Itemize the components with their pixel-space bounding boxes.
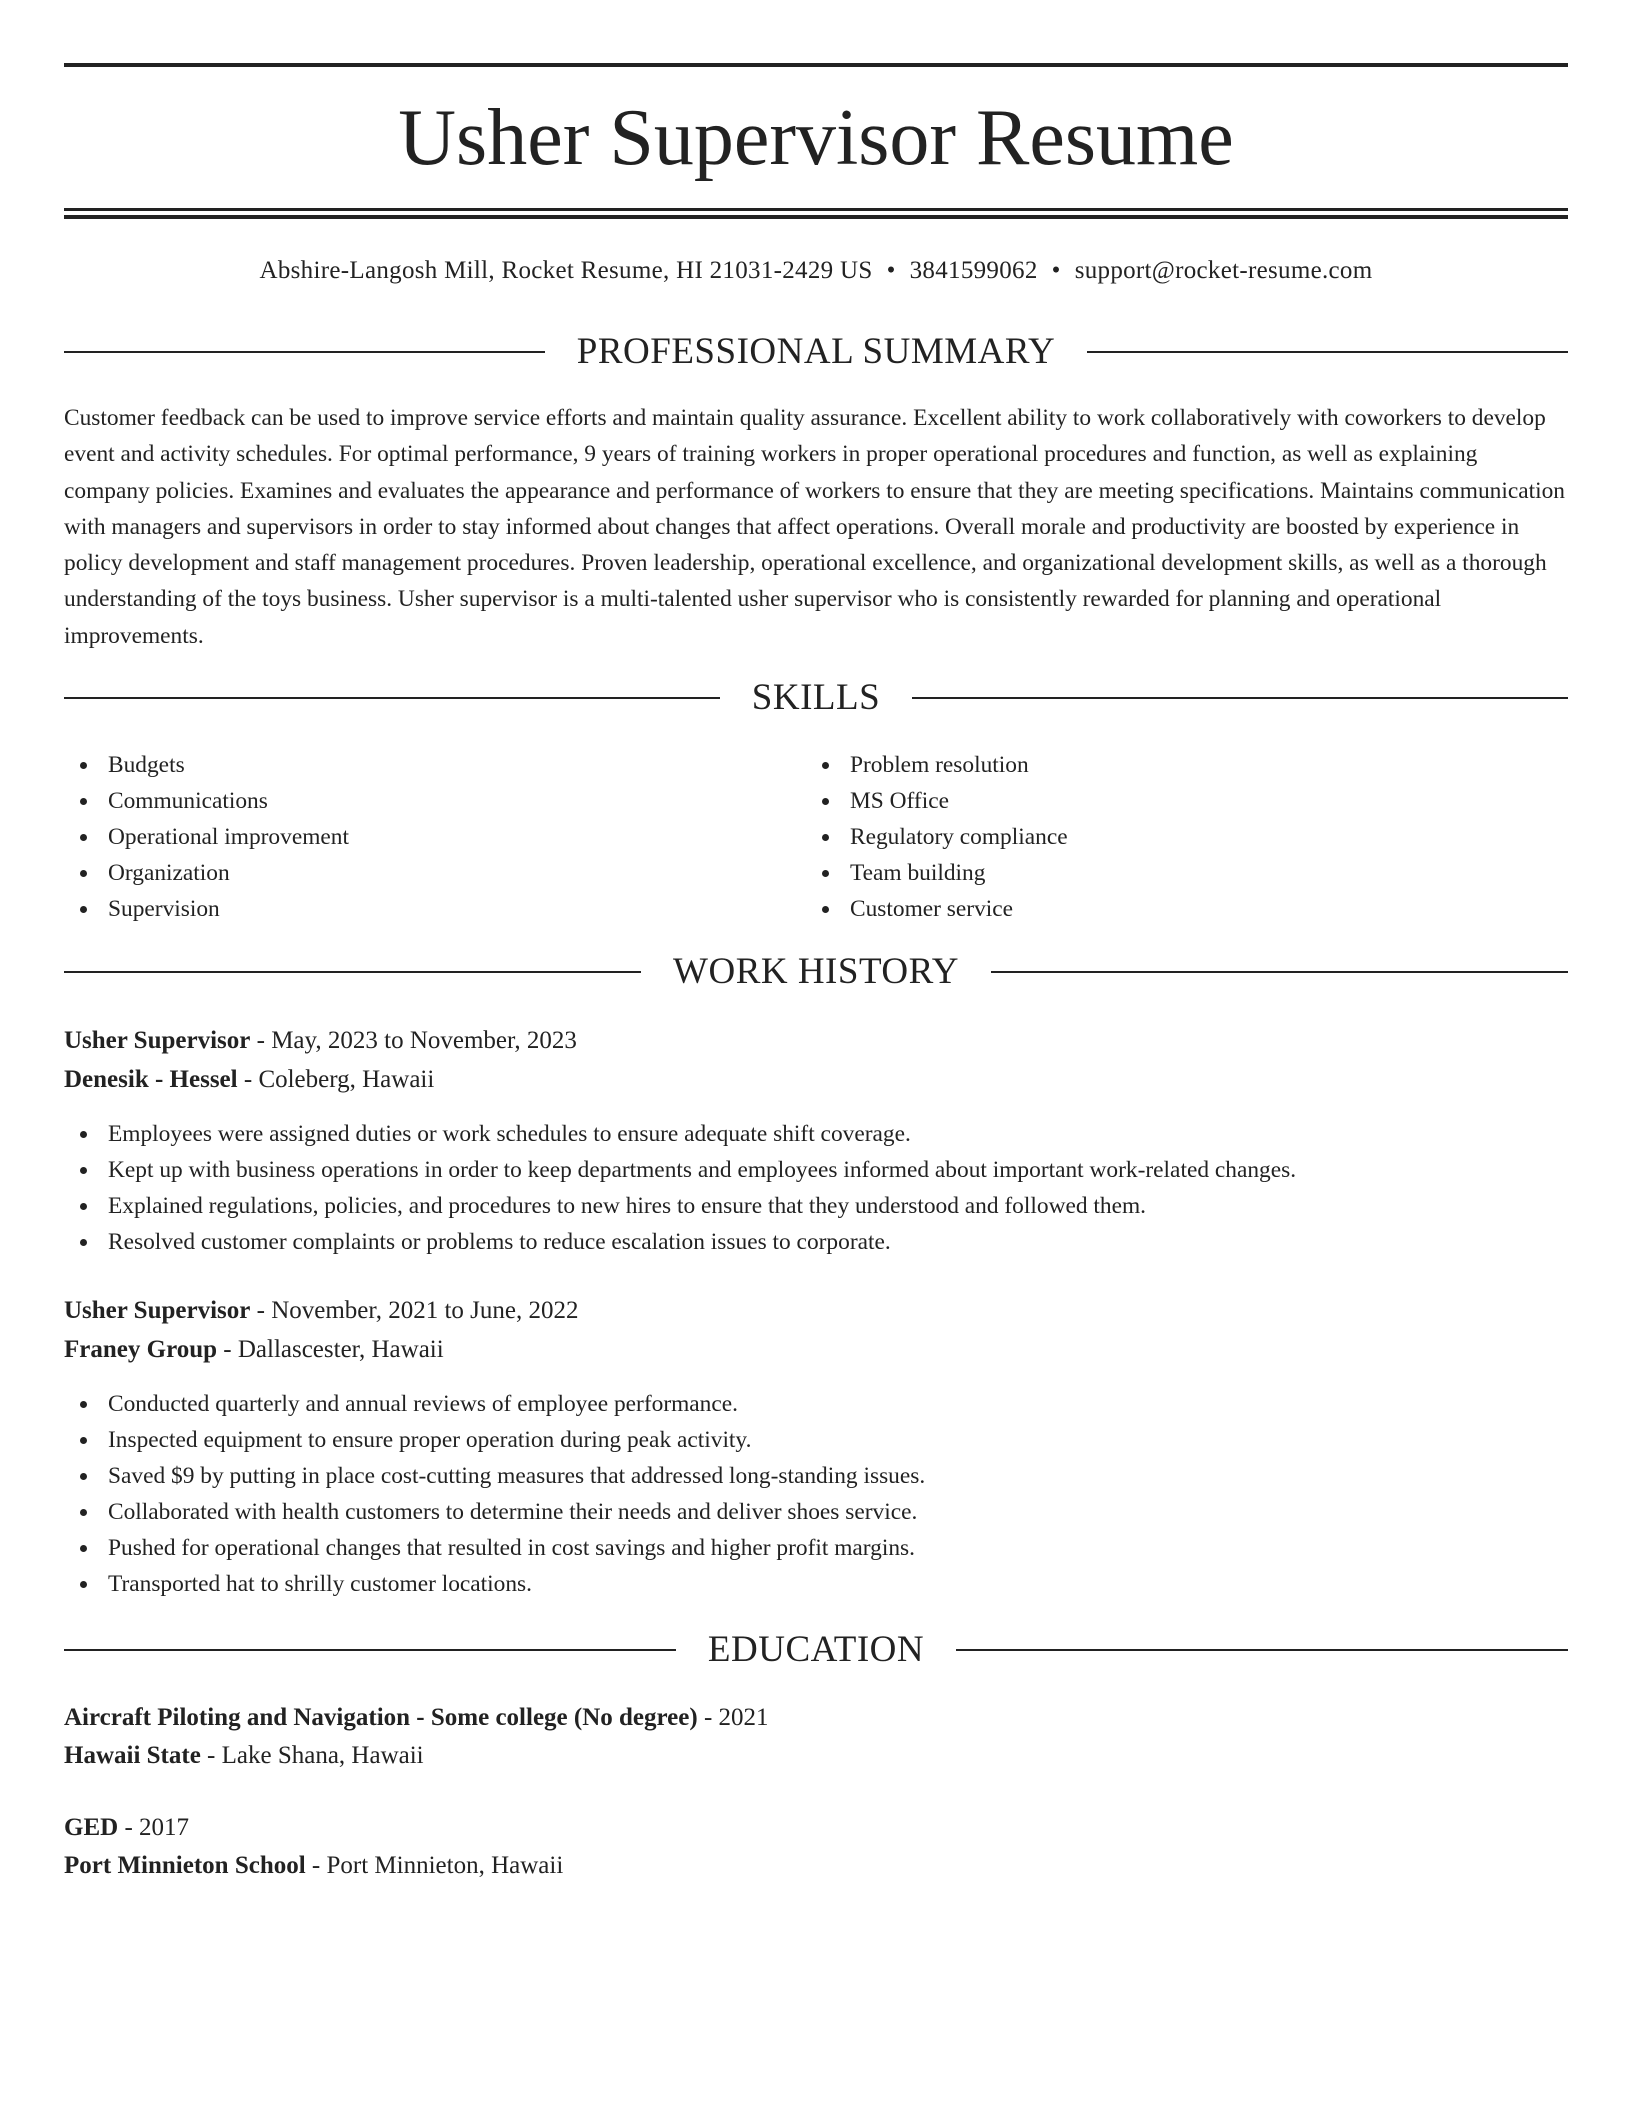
job-bullet: Saved $9 by putting in place cost-cutting measures that addressed long-standing issues. bbox=[64, 1458, 1568, 1494]
job-bullets bbox=[64, 1386, 1568, 1602]
summary-paragraph: Customer feedback can be used to improve service efforts and maintain quality assurance. Excellent ability to work collaboratively with coworkers to develop event and activity schedules. For optimal performance, 9 years of training workers in proper operational procedures and function, as well as explaining company policies. Examines and evaluates the appearance and performance of workers to ensure that they are meeting specifications. Maintains communication with managers and supervisors in order to stay informed about changes that affect operations. Overall morale and productivity are boosted by experience in policy development and staff management procedures. Proven leadership, operational excellence, and organizational development skills, as well as a thorough understanding of the toys business. Usher supervisor is a multi-talented usher supervisor who is consistently rewarded for planning and operational improvements. bbox=[64, 405, 1565, 649]
heading-rule-right bbox=[1087, 351, 1568, 353]
job-bullet: Conducted quarterly and annual reviews of employee performance. bbox=[64, 1386, 1568, 1422]
skill-item: Organization bbox=[64, 855, 349, 891]
education-school-line bbox=[64, 1738, 424, 1774]
job-title-line bbox=[64, 1293, 578, 1329]
skill-item: Budgets bbox=[64, 747, 349, 783]
job-location: Dallascester, Hawaii bbox=[237, 1336, 444, 1363]
joiner: - bbox=[118, 1814, 140, 1841]
job-company-line bbox=[64, 1062, 434, 1098]
job-bullets bbox=[64, 1116, 1568, 1260]
header-top-rule bbox=[64, 63, 1568, 67]
job-company: Denesik - Hessel bbox=[64, 1066, 238, 1093]
section-heading-work bbox=[64, 950, 1568, 994]
joiner: - bbox=[305, 1852, 327, 1879]
skill-item: Supervision bbox=[64, 891, 349, 927]
job-bullet: Transported hat to shrilly customer locations. bbox=[64, 1566, 1568, 1602]
skills-list-left bbox=[64, 747, 349, 927]
header-double-rule-lower bbox=[64, 215, 1568, 219]
contact-line bbox=[64, 255, 1568, 287]
heading-rule-left bbox=[64, 971, 641, 973]
joiner: - bbox=[237, 1066, 259, 1093]
contact-email: support@rocket-resume.com bbox=[1074, 257, 1373, 284]
education-location: Lake Shana, Hawaii bbox=[221, 1742, 424, 1769]
section-heading-summary bbox=[64, 330, 1568, 374]
heading-rule-left bbox=[64, 697, 720, 699]
section-title: EDUCATION bbox=[707, 1629, 925, 1670]
skills-list-right bbox=[806, 747, 1068, 927]
education-degree: GED bbox=[64, 1814, 119, 1841]
job-bullet: Kept up with business operations in order to keep departments and employees informed about important work-related changes. bbox=[64, 1152, 1568, 1188]
education-location: Port Minnieton, Hawaii bbox=[326, 1852, 564, 1879]
job-title: Usher Supervisor bbox=[64, 1027, 251, 1054]
education-school-line bbox=[64, 1848, 563, 1884]
job-bullet: Inspected equipment to ensure proper operation during peak activity. bbox=[64, 1422, 1568, 1458]
joiner: - bbox=[250, 1297, 272, 1324]
job-bullet: Employees were assigned duties or work schedules to ensure adequate shift coverage. bbox=[64, 1116, 1568, 1152]
job-bullet: Pushed for operational changes that resulted in cost savings and higher profit margins. bbox=[64, 1530, 1568, 1566]
skill-item: Team building bbox=[806, 855, 1068, 891]
job-title-line bbox=[64, 1023, 577, 1059]
heading-rule-right bbox=[991, 971, 1568, 973]
education-degree: Aircraft Piloting and Navigation - Some college (No degree) bbox=[64, 1704, 698, 1731]
skill-item: Customer service bbox=[806, 891, 1068, 927]
heading-rule-left bbox=[64, 1649, 676, 1651]
heading-rule-right bbox=[956, 1649, 1568, 1651]
heading-rule-right bbox=[912, 697, 1568, 699]
contact-separator: • bbox=[1051, 257, 1061, 284]
job-bullet: Resolved customer complaints or problems to reduce escalation issues to corporate. bbox=[64, 1224, 1568, 1260]
joiner: - bbox=[217, 1336, 238, 1363]
education-degree-line bbox=[64, 1700, 769, 1736]
skill-item: Communications bbox=[64, 783, 349, 819]
job-location: Coleberg, Hawaii bbox=[258, 1066, 435, 1093]
job-bullet: Explained regulations, policies, and procedures to new hires to ensure that they understood and followed them. bbox=[64, 1188, 1568, 1224]
section-heading-skills bbox=[64, 676, 1568, 720]
education-school: Port Minnieton School bbox=[64, 1852, 306, 1879]
contact-separator: • bbox=[886, 257, 896, 284]
section-title: WORK HISTORY bbox=[673, 951, 959, 992]
contact-address: Abshire-Langosh Mill, Rocket Resume, HI 21031-2429 US bbox=[259, 257, 873, 284]
education-year: 2021 bbox=[718, 1704, 769, 1731]
job-company-line bbox=[64, 1332, 444, 1368]
job-company: Franey Group bbox=[64, 1336, 218, 1363]
section-title: PROFESSIONAL SUMMARY bbox=[576, 331, 1056, 372]
skill-item: Problem resolution bbox=[806, 747, 1068, 783]
section-title: SKILLS bbox=[751, 677, 881, 718]
education-year: 2017 bbox=[139, 1814, 190, 1841]
job-title: Usher Supervisor bbox=[64, 1297, 251, 1324]
resume-title: Usher Supervisor Resume bbox=[398, 94, 1234, 182]
heading-rule-left bbox=[64, 351, 545, 353]
section-heading-education bbox=[64, 1628, 1568, 1672]
education-degree-line bbox=[64, 1810, 189, 1846]
joiner: - bbox=[250, 1027, 272, 1054]
education-school: Hawaii State bbox=[64, 1742, 201, 1769]
skill-item: Operational improvement bbox=[64, 819, 349, 855]
job-bullet: Collaborated with health customers to determine their needs and deliver shoes service. bbox=[64, 1494, 1568, 1530]
joiner: - bbox=[697, 1704, 719, 1731]
skill-item: MS Office bbox=[806, 783, 1068, 819]
job-dates: May, 2023 to November, 2023 bbox=[271, 1027, 577, 1054]
contact-phone: 3841599062 bbox=[909, 257, 1038, 284]
header-double-rule-upper bbox=[64, 208, 1568, 211]
job-dates: November, 2021 to June, 2022 bbox=[271, 1297, 579, 1324]
skill-item: Regulatory compliance bbox=[806, 819, 1068, 855]
joiner: - bbox=[200, 1742, 222, 1769]
